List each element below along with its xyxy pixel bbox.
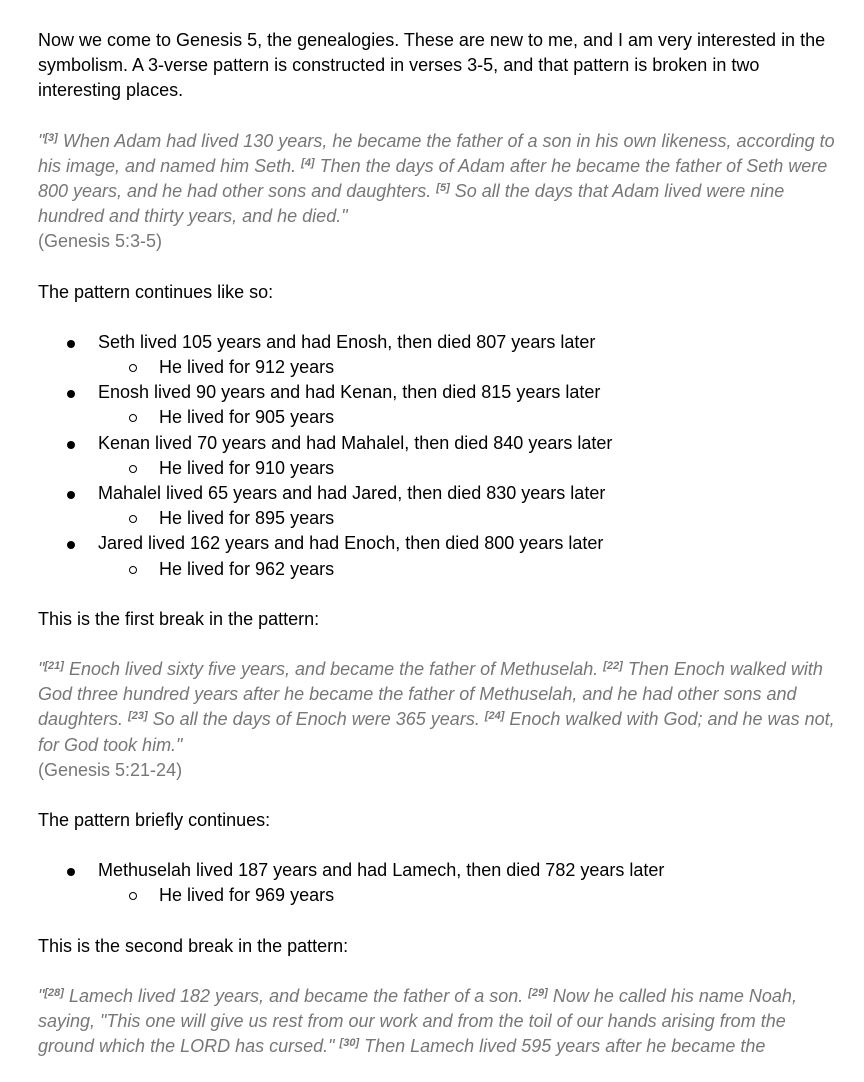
verse-number-5: [5] [436,182,450,195]
verse-text-5: So all the days that Adam lived were nine hundred and thirty years, and he died." [38,181,785,227]
verse-number-3: [3] [44,131,58,144]
sub-list-item [98,557,838,582]
first-break-intro: This is the first break in the pattern: [38,608,320,629]
quote-genesis-5-3-5 [38,129,838,255]
bullet-icon [67,491,75,499]
verse-number-22: [22] [603,660,623,673]
spacer [38,632,838,657]
sub-list-item-text: He lived for 962 years [159,558,335,579]
spacer [38,783,838,808]
bullet-icon [67,340,75,348]
quote-open-mark: " [38,130,45,151]
pattern-intro: The pattern continues like so: [38,281,274,302]
list-item-text: Enosh lived 90 years and had Kenan, then died 815 years later [98,382,601,403]
verse-text-28: Lamech lived 182 years, and became the father of a son. [63,985,529,1006]
quote-open-mark: " [38,659,45,680]
verse-number-23: [23] [128,710,148,723]
sub-list [98,506,838,531]
verse-number-29: [29] [528,986,548,999]
scripture-reference: (Genesis 5:3-5) [38,231,163,252]
brief-continue-intro: The pattern briefly continues: [38,810,271,831]
sub-list-item [98,883,838,908]
sub-list [98,405,838,430]
hollow-bullet-icon [129,364,137,372]
spacer [38,582,838,607]
hollow-bullet-icon [129,465,137,473]
bullet-icon [67,868,75,876]
list-item [38,531,838,581]
quote-text [38,657,838,758]
sub-list-item [98,355,838,380]
verse-number-21: [21] [44,660,64,673]
list-item-text: Methuselah lived 187 years and had Lamech, then died 782 years later [98,860,665,881]
hollow-bullet-icon [129,414,137,422]
bullet-icon [67,441,75,449]
verse-text-30: Then Lamech lived 595 years after he became the [359,1036,766,1057]
sub-list-item-text: He lived for 912 years [159,357,335,378]
hollow-bullet-icon [129,892,137,900]
verse-text-4: Then the days of Adam after he became the father of Seth were 800 years, and he had other sons and daughters. [38,155,828,202]
genealogy-list-2 [38,858,838,908]
verse-text-3: When Adam had lived 130 years, he became the father of a son in his own likeness, according to his image, and named him Seth. [38,130,835,176]
list-item [38,858,838,908]
list-item-text: Seth lived 105 years and had Enosh, then died 807 years later [98,331,596,352]
spacer [38,909,838,934]
second-break-intro: This is the second break in the pattern: [38,935,349,956]
sub-list-item-text: He lived for 895 years [159,508,335,529]
verse-number-30: [30] [339,1037,360,1050]
hollow-bullet-icon [129,515,137,523]
bullet-icon [67,390,75,398]
quote-text [38,984,838,1060]
scripture-reference: (Genesis 5:21-24) [38,759,183,780]
spacer [38,959,838,984]
spacer [38,104,838,129]
sub-list [98,883,838,908]
verse-text-29: Now he called his name Noah, saying, "This one will give us rest from our work and from the toil of our hands arising from the ground which the LORD has cursed." [38,985,797,1057]
spacer [38,305,838,330]
sub-list-item-text: He lived for 910 years [159,457,335,478]
verse-text-24: Enoch walked with God; and he was not, for God took him." [38,709,835,755]
list-item [38,481,838,531]
verse-number-24: [24] [484,710,505,723]
sub-list [98,557,838,582]
list-item-text: Jared lived 162 years and had Enoch, then died 800 years later [98,533,604,554]
verse-text-23: So all the days of Enoch were 365 years. [147,709,485,730]
verse-number-28: [28] [44,986,64,999]
sub-list-item [98,506,838,531]
sub-list-item-text: He lived for 969 years [159,885,335,906]
genealogy-list [38,330,838,582]
verse-text-21: Enoch lived sixty five years, and became the father of Methuselah. [63,659,604,680]
list-item-text: Mahalel lived 65 years and had Jared, then died 830 years later [98,483,606,504]
quote-open-mark: " [38,985,45,1006]
document-page [38,28,838,1060]
intro-paragraph: Now we come to Genesis 5, the genealogies. These are new to me, and I am very interested in the symbolism. A 3-verse pattern is constructed in verses 3-5, and that pattern is broken in two interesting places. [38,30,826,101]
spacer [38,255,838,280]
list-item-text: Kenan lived 70 years and had Mahalel, then died 840 years later [98,432,613,453]
quote-genesis-5-21-24 [38,657,838,783]
quote-text [38,129,838,230]
sub-list-item-text: He lived for 905 years [159,407,335,428]
hollow-bullet-icon [129,566,137,574]
sub-list-item [98,405,838,430]
list-item [38,330,838,380]
quote-genesis-5-28-30 [38,984,838,1060]
list-item [38,431,838,481]
verse-text-22: Then Enoch walked with God three hundred years after he became the father of Methuselah, and he had other sons and daughters. [38,659,823,730]
spacer [38,833,838,858]
sub-list-item [98,456,838,481]
bullet-icon [67,541,75,549]
list-item [38,380,838,430]
sub-list [98,456,838,481]
sub-list [98,355,838,380]
verse-number-4: [4] [301,156,315,169]
